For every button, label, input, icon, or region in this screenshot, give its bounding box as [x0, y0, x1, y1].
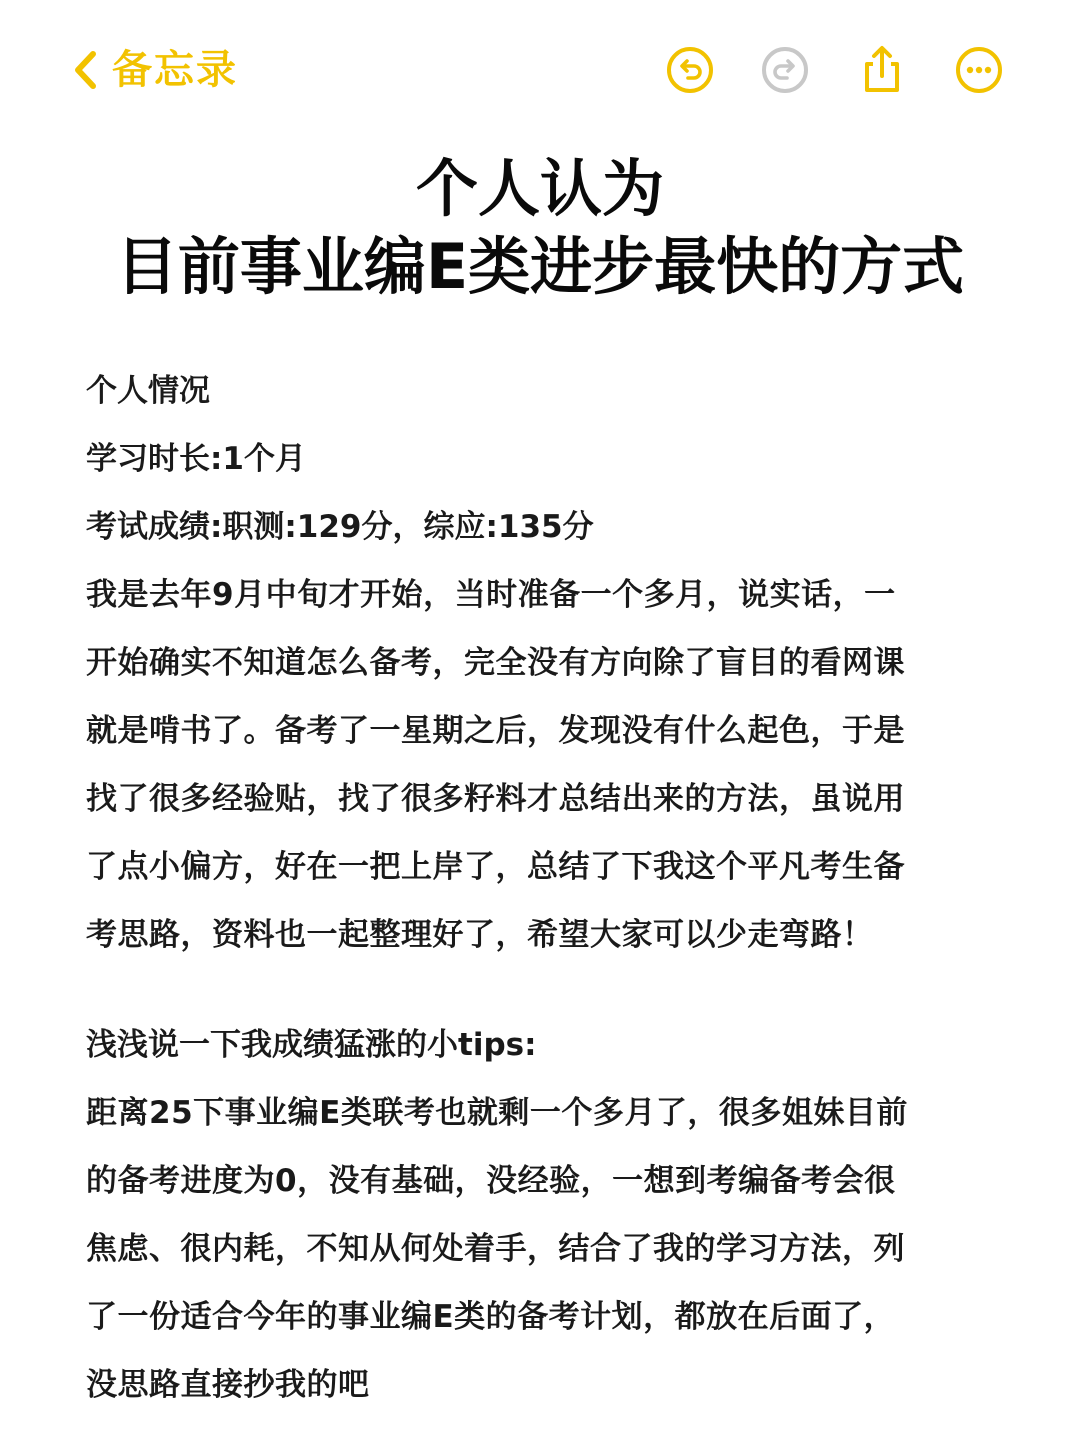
tips-paragraph — [86, 1079, 1016, 1419]
paragraph-line: 我是去年9月中旬才开始，当时准备一个多月，说实话，一 — [86, 577, 896, 613]
redo-button[interactable] — [759, 44, 811, 96]
note-title — [0, 150, 1080, 306]
paragraph-line: 没思路直接抄我的吧 — [86, 1367, 370, 1403]
back-button[interactable] — [72, 40, 238, 100]
paragraph-gap — [86, 969, 1016, 1011]
paragraph-line: 就是啃书了。备考了一星期之后，发现没有什么起色，于是 — [86, 713, 905, 749]
paragraph-line: 了点小偏方，好在一把上岸了，总结了下我这个平凡考生备 — [86, 849, 905, 885]
study-time: 学习时长:1个月 — [86, 441, 306, 477]
title-line-2: 目前事业编E类进步最快的方式 — [115, 230, 965, 303]
title-line-1: 个人认为 — [415, 152, 664, 225]
share-button[interactable] — [856, 44, 908, 96]
chevron-left-icon — [72, 50, 98, 90]
paragraph-line: 距离25下事业编E类联考也就剩一个多月了，很多姐妹目前 — [86, 1095, 908, 1131]
paragraph-line: 了一份适合今年的事业编E类的备考计划，都放在后面了， — [86, 1299, 896, 1335]
paragraph-line: 开始确实不知道怎么备考，完全没有方向除了盲目的看网课 — [86, 645, 905, 681]
share-icon — [856, 44, 908, 96]
paragraph-line: 考思路，资料也一起整理好了，希望大家可以少走弯路！ — [86, 917, 874, 953]
note-body[interactable] — [86, 357, 1016, 1419]
undo-icon — [664, 44, 716, 96]
exam-scores: 考试成绩:职测:129分，综应:135分 — [86, 509, 594, 545]
back-label: 备忘录 — [112, 47, 238, 93]
undo-button[interactable] — [664, 44, 716, 96]
section-heading: 个人情况 — [86, 373, 210, 409]
paragraph-line: 的备考进度为0，没有基础，没经验，一想到考编备考会很 — [86, 1163, 896, 1199]
redo-icon — [759, 44, 811, 96]
paragraph-line: 焦虑、很内耗，不知从何处着手，结合了我的学习方法，列 — [86, 1231, 905, 1267]
intro-paragraph — [86, 561, 1016, 969]
paragraph-line: 找了很多经验贴，找了很多籽料才总结出来的方法，虽说用 — [86, 781, 905, 817]
more-button[interactable] — [953, 44, 1005, 96]
navigation-bar — [0, 0, 1080, 140]
tips-heading: 浅浅说一下我成绩猛涨的小tips: — [86, 1027, 537, 1063]
more-icon — [953, 44, 1005, 96]
